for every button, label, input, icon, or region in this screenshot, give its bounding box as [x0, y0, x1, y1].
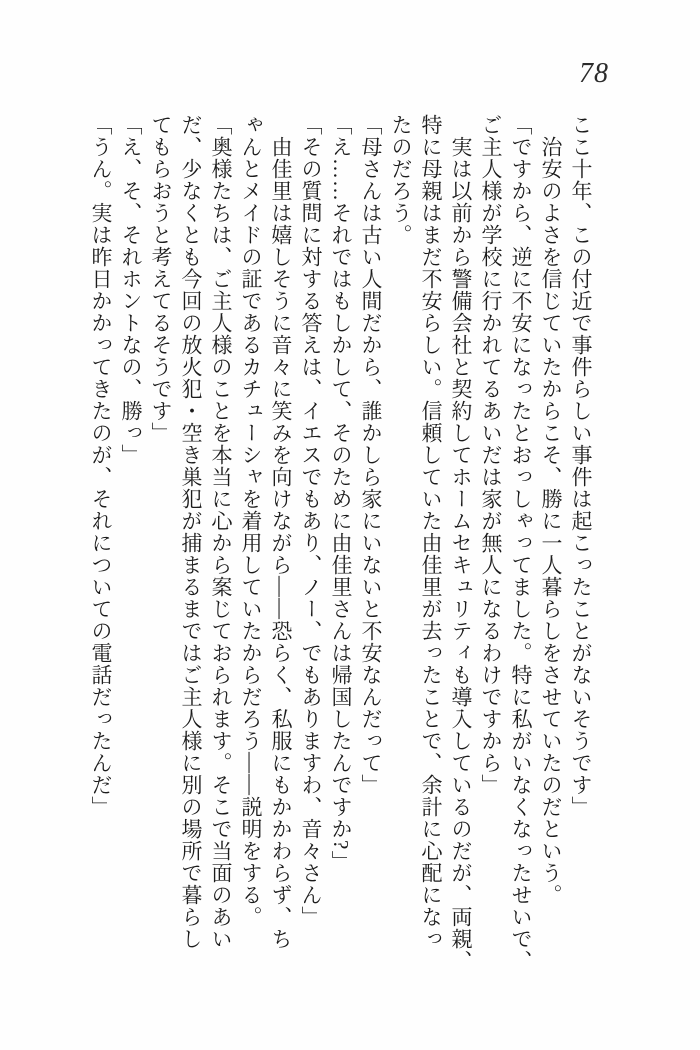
- text-line: たのだろう。: [389, 114, 413, 246]
- page-number: 78: [579, 58, 609, 89]
- text-line: 「母さんは古い人間だから、誰かしら家にいないと不安なんだって」: [359, 114, 383, 796]
- text-line: 「え……それではもしかして、そのために由佳里さんは帰国したんですか?」: [329, 114, 353, 873]
- text-line: 特に母親はまだ不安らしい。信頼していた由佳里が去ったことで、余計に心配になっ: [419, 114, 443, 950]
- text-line: ここ十年、この付近で事件らしい事件は起こったことがないそうです」: [569, 114, 593, 818]
- text-line: だ、少なくとも今回の放火犯・空き巣犯が捕まるまではご主人様に別の場所で暮らし: [179, 114, 203, 950]
- text-line: 「うん。実は昨日かかってきたのが、それについての電話だったんだ」: [89, 114, 113, 818]
- text-line: てもらおうと考えてるそうです」: [149, 114, 173, 444]
- text-line: 「その質問に対する答えは、イエスでもあり、ノー、でもありますわ、音々さん」: [299, 114, 323, 928]
- text-line: 由佳里は嬉しそうに音々に笑みを向けながら――恐らく、私服にもかかわらず、ち: [269, 114, 293, 950]
- page-text: [86, 114, 596, 972]
- text-line: 「ですから、逆に不安になったとおっしゃってました。特に私がいなくなったせいで、: [509, 114, 533, 972]
- text-line: 実は以前から警備会社と契約してホームセキュリティも導入しているのだが、両親、: [449, 114, 473, 972]
- text-line: 「奥様たちは、ご主人様のことを本当に心から案じておられます。そこで当面のあい: [209, 114, 233, 950]
- text-line: ご主人様が学校に行かれてるあいだは家が無人になるわけですから」: [479, 114, 503, 796]
- text-line: ゃんとメイドの証であるカチューシャを着用していたからだろう――説明をする。: [239, 114, 263, 928]
- text-line: 「え、そ、それホントなの、勝っ」: [119, 114, 143, 466]
- text-line: 治安のよさを信じていたからこそ、勝に一人暮らしをさせていたのだという。: [539, 114, 563, 906]
